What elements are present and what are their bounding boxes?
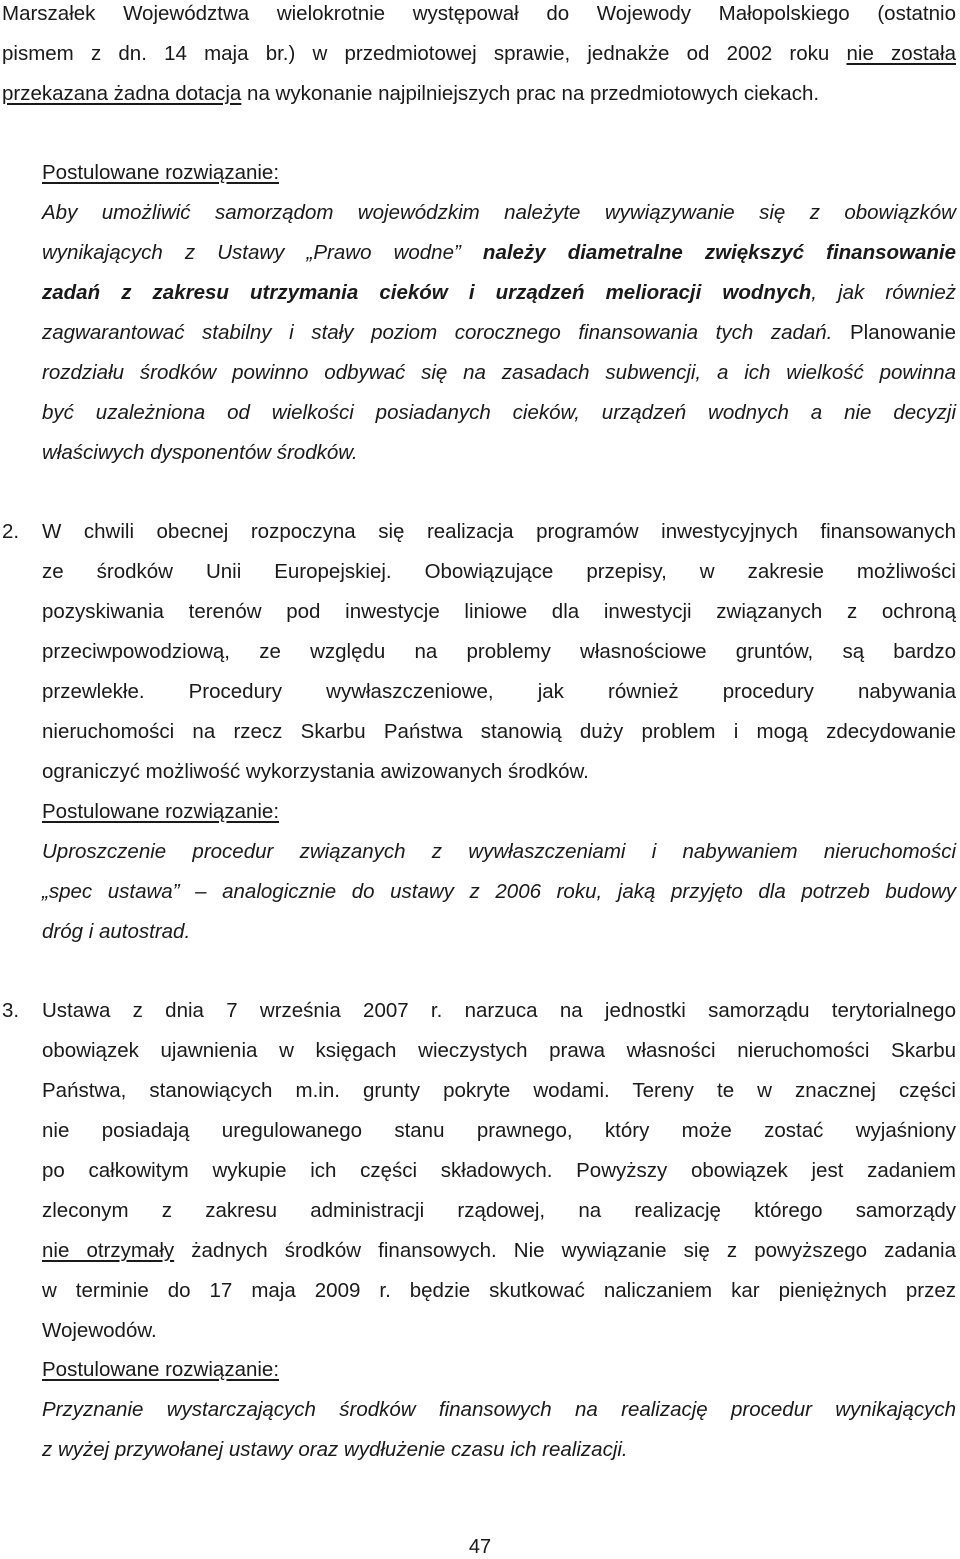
solution3-line2: z wyżej przywołanej ustawy oraz wydłużenie czasu ich realizacji. [42,1438,628,1461]
item2-line5: przewlekłe. Procedury wywłaszczeniowe, jak również procedury nabywania [42,680,956,703]
item3-line2: obowiązek ujawnienia w księgach wieczystych prawa własności nieruchomości Skarbu [42,1039,956,1062]
solution1-line3: zadań z zakresu utrzymania cieków i urządzeń melioracji wodnych, jak również [42,281,957,304]
item3-line7: nie otrzymały żadnych środków finansowych. Nie wywiązanie się z powyższego zadania [42,1239,956,1262]
solution1-line5: rozdziału środków powinno odbywać się na zasadach subwencji, a ich wielkość powinna [42,361,956,384]
item2-line7: ograniczyć możliwość wykorzystania awizowanych środków. [42,760,589,783]
item3-line4: nie posiadają uregulowanego stanu prawnego, który może zostać wyjaśniony [42,1119,956,1142]
item3-line1: Ustawa z dnia 7 września 2007 r. narzuca na jednostki samorządu terytorialnego [42,999,956,1022]
solution3-heading: Postulowane rozwiązanie: [42,1358,280,1381]
solution1-line2: wynikających z Ustawy „Prawo wodne” należy diametralne zwiększyć finansowanie [42,241,956,264]
solution1-line1: Aby umożliwić samorządom wojewódzkim należyte wywiązywanie się z obowiązków [42,201,956,224]
para1-line1: Marszałek Województwa wielokrotnie występował do Wojewody Małopolskiego (ostatnio [2,2,956,25]
item2-line2: ze środków Unii Europejskiej. Obowiązujące przepisy, w zakresie możliwości [42,560,956,583]
solution1-line7: właściwych dysponentów środków. [42,441,358,464]
item3-line3: Państwa, stanowiących m.in. grunty pokryte wodami. Tereny te w znacznej części [42,1079,956,1102]
solution1-heading: Postulowane rozwiązanie: [42,161,280,184]
solution3-line1: Przyznanie wystarczających środków finansowych na realizację procedur wynikających [42,1398,956,1421]
para1-line2: pismem z dn. 14 maja br.) w przedmiotowej sprawie, jednakże od 2002 roku nie została [2,42,957,65]
item2-line6: nieruchomości na rzecz Skarbu Państwa stanowią duży problem i mogą zdecydowanie [42,720,956,743]
item3-line6: zleconym z zakresu administracji rządowej, na realizację którego samorządy [42,1199,956,1222]
solution2-line3: dróg i autostrad. [42,920,191,943]
solution1-line6: być uzależniona od wielkości posiadanych cieków, urządzeń wodnych a nie decyzji [42,401,956,424]
item2-line4: przeciwpowodziową, ze względu na problemy własnościowe gruntów, są bardzo [42,640,956,663]
solution2-line2: „spec ustawa” – analogicznie do ustawy z 2006 roku, jaką przyjęto dla potrzeb budowy [42,880,956,903]
page-number: 47 [468,1536,492,1558]
solution1-line4: zagwarantować stabilny i stały poziom corocznego finansowania tych zadań. Planowanie [42,321,956,344]
solution2-heading: Postulowane rozwiązanie: [42,800,280,823]
para1-line3: przekazana żadna dotacja na wykonanie najpilniejszych prac na przedmiotowych ciekach. [2,82,820,105]
item3-line8: w terminie do 17 maja 2009 r. będzie skutkować naliczaniem kar pieniężnych przez [42,1279,956,1302]
item3-line5: po całkowitym wykupie ich części składowych. Powyższy obowiązek jest zadaniem [42,1159,956,1182]
item2-line1: W chwili obecnej rozpoczyna się realizacja programów inwestycyjnych finansowanych [42,520,956,543]
item3-line9: Wojewodów. [42,1319,157,1342]
solution2-line1: Uproszczenie procedur związanych z wywłaszczeniami i nabywaniem nieruchomości [42,840,956,863]
item3-number: 3. [2,999,20,1022]
item2-number: 2. [2,520,20,543]
item2-line3: pozyskiwania terenów pod inwestycje liniowe dla inwestycji związanych z ochroną [42,600,956,623]
